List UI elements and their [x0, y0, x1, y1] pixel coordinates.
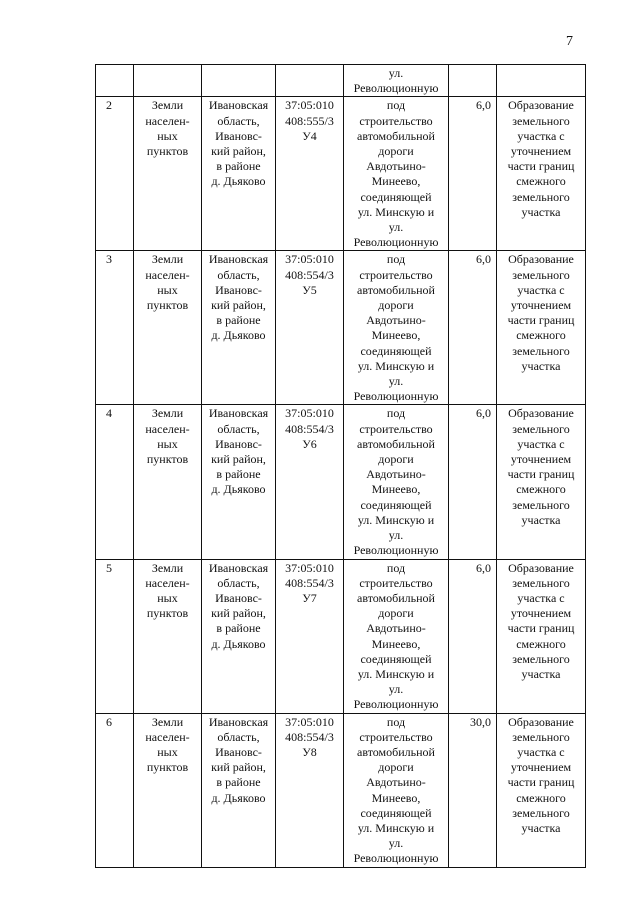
table-row-continuation [96, 65, 586, 97]
cell-procedure: Образование земельного участка с уточнением части границ смежного земельного участка [497, 559, 586, 713]
cell-category: Земли населен- ных пунктов [134, 405, 202, 559]
cell-purpose: под строительство автомобильной дороги Авдотьино- Минеево, соединяющей ул. Минскую и ул. Революционную [344, 97, 449, 251]
cell-location: Ивановская область, Ивановс- кий район, в районе д. Дьяково [202, 405, 276, 559]
cell-location: Ивановская область, Ивановс- кий район, в районе д. Дьяково [202, 251, 276, 405]
cell-purpose: под строительство автомобильной дороги Авдотьино- Минеево, соединяющей ул. Минскую и ул. Революционную [344, 405, 449, 559]
cell-area: 30,0 [449, 713, 497, 867]
cell-cadastral: 37:05:010 408:554/3 У5 [276, 251, 344, 405]
cell-location [202, 65, 276, 97]
cell-number: 5 [96, 559, 134, 713]
cell-area: 6,0 [449, 405, 497, 559]
cell-category: Земли населен- ных пунктов [134, 251, 202, 405]
table-row [96, 405, 586, 559]
cell-purpose: под строительство автомобильной дороги Авдотьино- Минеево, соединяющей ул. Минскую и ул. Революционную [344, 713, 449, 867]
cell-cadastral: 37:05:010 408:554/3 У6 [276, 405, 344, 559]
cell-purpose: под строительство автомобильной дороги Авдотьино- Минеево, соединяющей ул. Минскую и ул. Революционную [344, 559, 449, 713]
cell-number: 3 [96, 251, 134, 405]
cell-category: Земли населен- ных пунктов [134, 559, 202, 713]
cell-area: 6,0 [449, 559, 497, 713]
table-row [96, 559, 586, 713]
table-row [96, 251, 586, 405]
cell-procedure [497, 65, 586, 97]
cell-cadastral: 37:05:010 408:555/3 У4 [276, 97, 344, 251]
cell-category [134, 65, 202, 97]
cell-location: Ивановская область, Ивановс- кий район, в районе д. Дьяково [202, 559, 276, 713]
land-plots-table [95, 64, 586, 868]
table-row [96, 713, 586, 867]
cell-procedure: Образование земельного участка с уточнением части границ смежного земельного участка [497, 713, 586, 867]
cell-number: 6 [96, 713, 134, 867]
cell-category: Земли населен- ных пунктов [134, 713, 202, 867]
cell-category: Земли населен- ных пунктов [134, 97, 202, 251]
cell-cadastral [276, 65, 344, 97]
cell-cadastral: 37:05:010 408:554/3 У8 [276, 713, 344, 867]
cell-procedure: Образование земельного участка с уточнением части границ смежного земельного участка [497, 405, 586, 559]
cell-location: Ивановская область, Ивановс- кий район, в районе д. Дьяково [202, 713, 276, 867]
cell-location: Ивановская область, Ивановс- кий район, в районе д. Дьяково [202, 97, 276, 251]
cell-number: 2 [96, 97, 134, 251]
page-number: 7 [566, 34, 573, 49]
cell-number: 4 [96, 405, 134, 559]
cell-procedure: Образование земельного участка с уточнением части границ смежного земельного участка [497, 251, 586, 405]
cell-cadastral: 37:05:010 408:554/3 У7 [276, 559, 344, 713]
cell-procedure: Образование земельного участка с уточнением части границ смежного земельного участка [497, 97, 586, 251]
cell-purpose: под строительство автомобильной дороги Авдотьино- Минеево, соединяющей ул. Минскую и ул. Революционную [344, 251, 449, 405]
cell-purpose: ул. Революционную [344, 65, 449, 97]
cell-area [449, 65, 497, 97]
table-row [96, 97, 586, 251]
cell-area: 6,0 [449, 251, 497, 405]
cell-number [96, 65, 134, 97]
cell-area: 6,0 [449, 97, 497, 251]
